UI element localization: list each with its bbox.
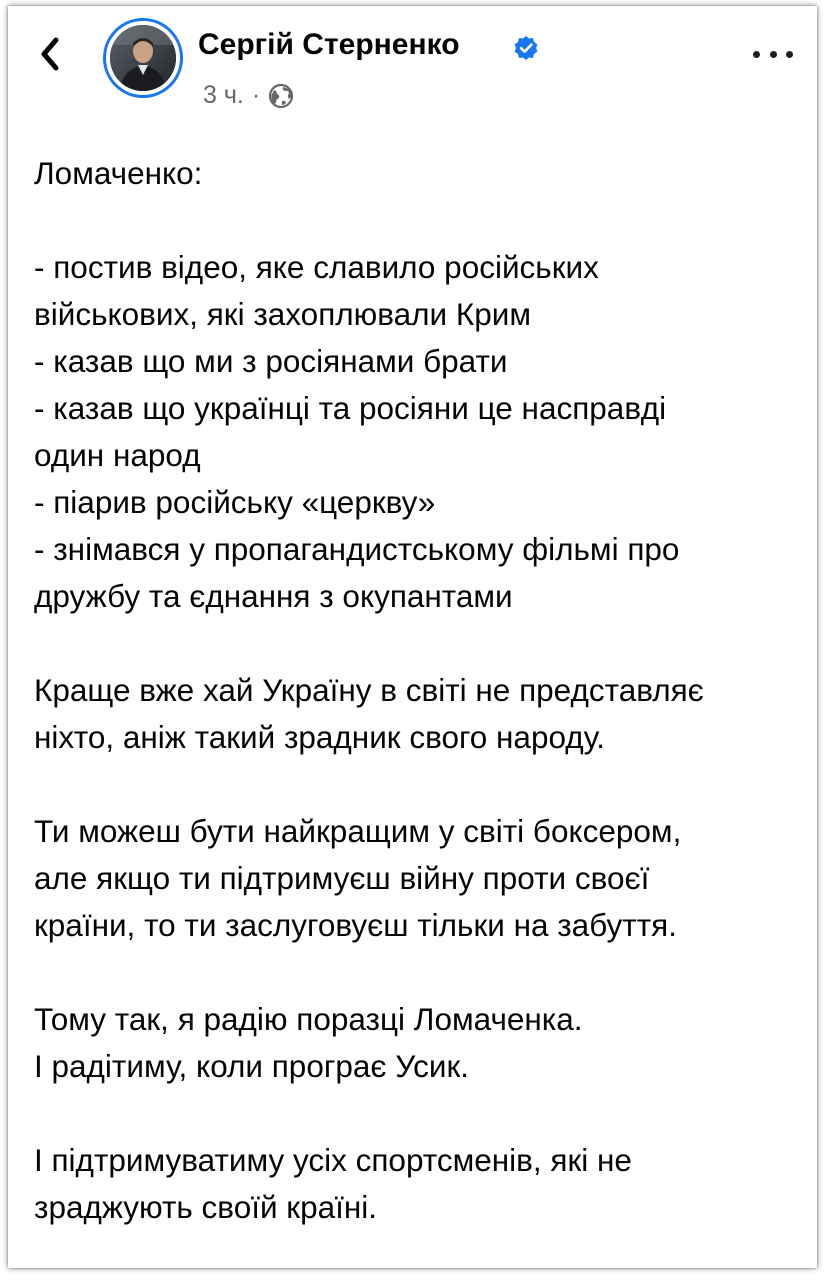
post-line: - знімався у пропагандистському фільмі про [34, 531, 680, 567]
post-line: - піарив російську «церкву» [34, 484, 436, 520]
post-line: один народ [34, 437, 201, 473]
post-line: - казав що українці та росіяни це насправді [34, 390, 667, 426]
back-button[interactable] [30, 32, 70, 76]
post-line: І радітиму, коли програє Усик. [34, 1048, 469, 1084]
post-line: військових, які захоплювали Крим [34, 296, 532, 332]
more-dots-icon [753, 51, 760, 58]
avatar [110, 25, 176, 91]
post-line: ніхто, аніж такий зрадник свого народу. [34, 719, 606, 755]
paragraph-gap [34, 1090, 804, 1137]
post-line: країни, то ти заслуговуєш тільки на забуття. [34, 907, 677, 943]
paragraph-gap [34, 620, 804, 667]
post-line: але якщо ти підтримуєш війну проти своєї [34, 860, 650, 896]
post-line: Ломаченко: [34, 155, 203, 191]
more-options-button[interactable] [753, 42, 793, 66]
globe-icon [268, 83, 294, 109]
post-line: дружбу та єднання з окупантами [34, 578, 513, 614]
paragraph-gap [34, 761, 804, 808]
post-line: зраджують своїй країні. [34, 1189, 378, 1225]
post-line: Краще вже хай Україну в світі не представляє [34, 672, 704, 708]
post-text [34, 150, 804, 1231]
author-name[interactable]: Сергій Стерненко [198, 28, 460, 61]
post-meta [203, 81, 294, 110]
post-line: - постив відео, яке славило російських [34, 249, 599, 285]
post-header [8, 6, 817, 126]
chevron-left-icon [39, 36, 61, 72]
post-line: - казав що ми з росіянами брати [34, 343, 508, 379]
post-line: Тому так, я радію поразці Ломаченка. [34, 1001, 583, 1037]
meta-separator: · [251, 81, 261, 109]
post-card [8, 6, 817, 1268]
verified-badge-icon [513, 35, 539, 61]
post-line: І підтримуватиму усіх спортсменів, які не [34, 1142, 632, 1178]
paragraph-gap [34, 197, 804, 244]
paragraph-gap [34, 949, 804, 996]
post-line: Ти можеш бути найкращим у світі боксером, [34, 813, 682, 849]
post-timestamp[interactable]: 3 ч. [203, 81, 244, 109]
author-avatar-link[interactable] [103, 18, 183, 98]
